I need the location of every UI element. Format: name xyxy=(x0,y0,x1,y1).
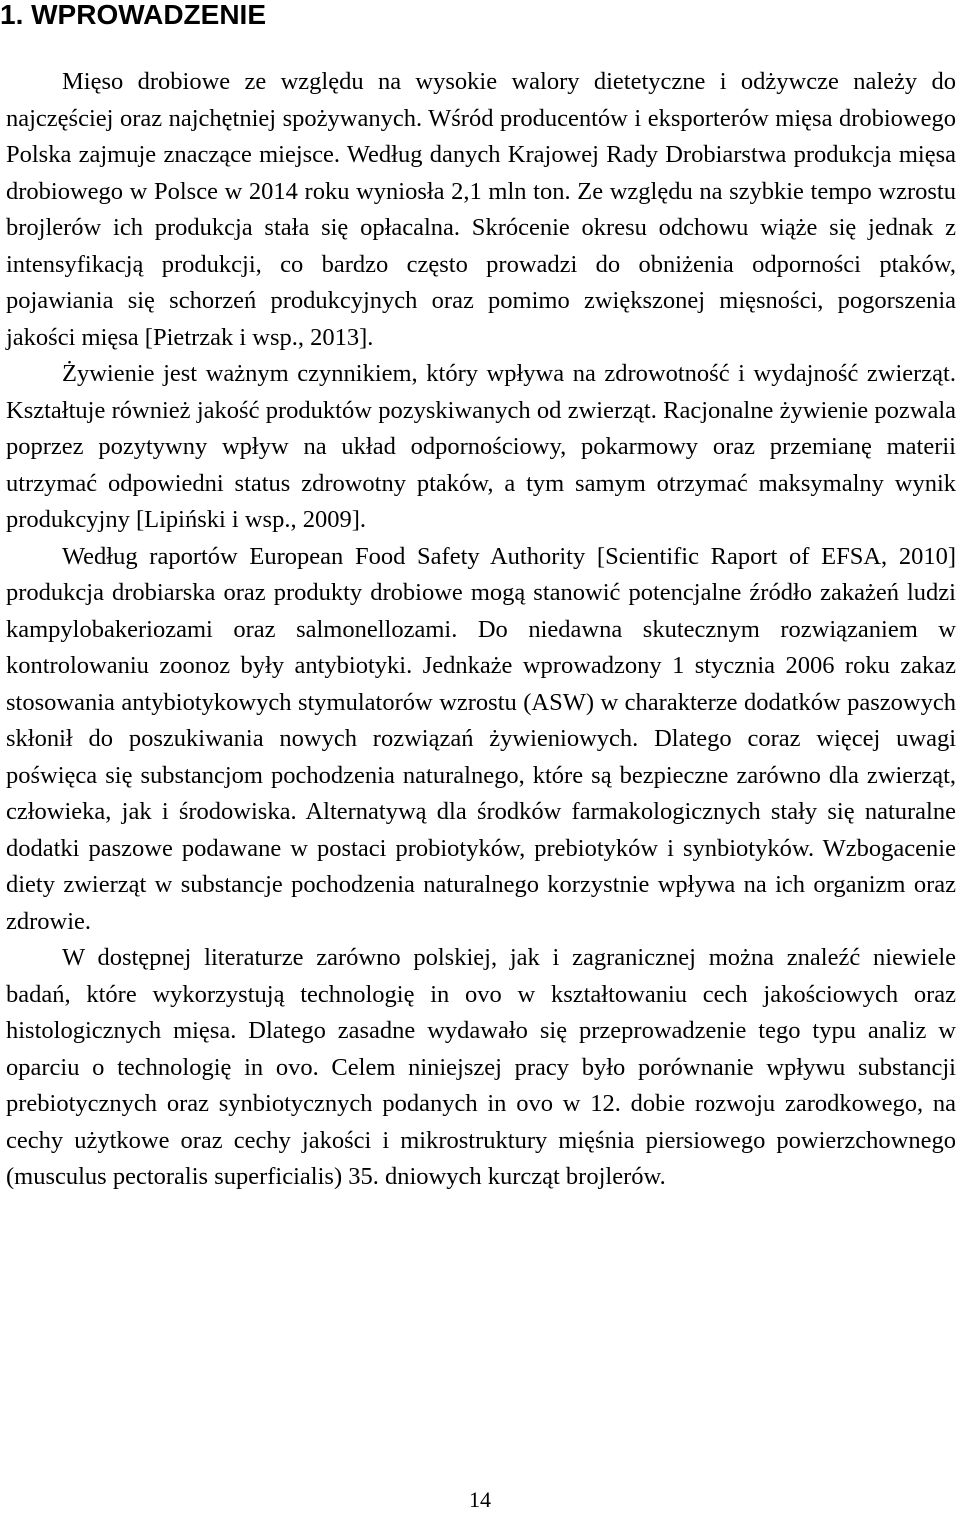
paragraph-intro: Mięso drobiowe ze względu na wysokie walory dietetyczne i odżywcze należy do najczęściej oraz najchętniej spożywanych. Wśród producentów i eksporterów mięsa drobiowego Polska zajmuje znaczące miejsce. Według danych Krajowej Rady Drobiarstwa produkcja mięsa drobiowego w Polsce w 2014 roku wyniosła 2,1 mln ton. Ze względu na szybkie tempo wzrostu brojlerów ich produkcja stała się opłacalna. Skrócenie okresu odchowu wiąże się jednak z intensyfikacją produkcji, co bardzo często prowadzi do obniżenia odporności ptaków, pojawiania się schorzeń produkcyjnych oraz pomimo zwiększonej mięsności, pogorszenia jakości mięsa [Pietrzak i wsp., 2013]. xyxy=(6,68,956,351)
page-number: 14 xyxy=(469,1487,491,1512)
section-heading: 1. WPROWADZENIE xyxy=(0,0,267,30)
body-text xyxy=(6,64,956,1196)
paragraph-efsa: Według raportów European Food Safety Authority [Scientific Raport of EFSA, 2010] produkcja drobiarska oraz produkty drobiowe mogą stanowić potencjalne źródło zakażeń ludzi kampylobakeriozami oraz salmonellozami. Do niedawna skutecznym rozwiązaniem w kontrolowaniu zoonoz były antybiotyki. Jednkaże wprowadzony 1 stycznia 2006 roku zakaz stosowania antybiotykowych stymulatorów wzrostu (ASW) w charakterze dodatków paszowych skłonił do poszukiwania nowych rozwiązań żywieniowych. Dlatego coraz więcej uwagi poświęca się substancjom pochodzenia naturalnego, które są bezpieczne zarówno dla zwierząt, człowieka, jak i środowiska. Alternatywą dla środków farmakologicznych stały się naturalne dodatki paszowe podawane w postaci probiotyków, prebiotyków i synbiotyków. Wzbogacenie diety zwierząt w substancje pochodzenia naturalnego korzystnie wpływa na ich organizm oraz zdrowie. xyxy=(6,542,956,935)
paragraph-aim: W dostępnej literaturze zarówno polskiej, jak i zagranicznej można znaleźć niewiele badań, które wykorzystują technologię in ovo w kształtowaniu cech jakościowych oraz histologicznych mięsa. Dlatego zasadne wydawało się przeprowadzenie tego typu analiz w oparciu o technologię in ovo. Celem niniejszej pracy było porównanie wpływu substancji prebiotycznych oraz synbiotycznych podanych in ovo w 12. dobie rozwoju zarodkowego, na cechy użytkowe oraz cechy jakości i mikrostruktury mięśnia piersiowego powierzchownego (musculus pectoralis superficialis) 35. dniowych kurcząt brojlerów. xyxy=(6,944,956,1190)
paragraph-nutrition: Żywienie jest ważnym czynnikiem, który wpływa na zdrowotność i wydajność zwierząt. Kształtuje również jakość produktów pozyskiwanych od zwierząt. Racjonalne żywienie pozwala poprzez pozytywny wpływ na układ odpornościowy, pokarmowy oraz przemianę materii utrzymać odpowiedni status zdrowotny ptaków, a tym samym otrzymać maksymalny wynik produkcyjny [Lipiński i wsp., 2009]. xyxy=(6,360,956,533)
